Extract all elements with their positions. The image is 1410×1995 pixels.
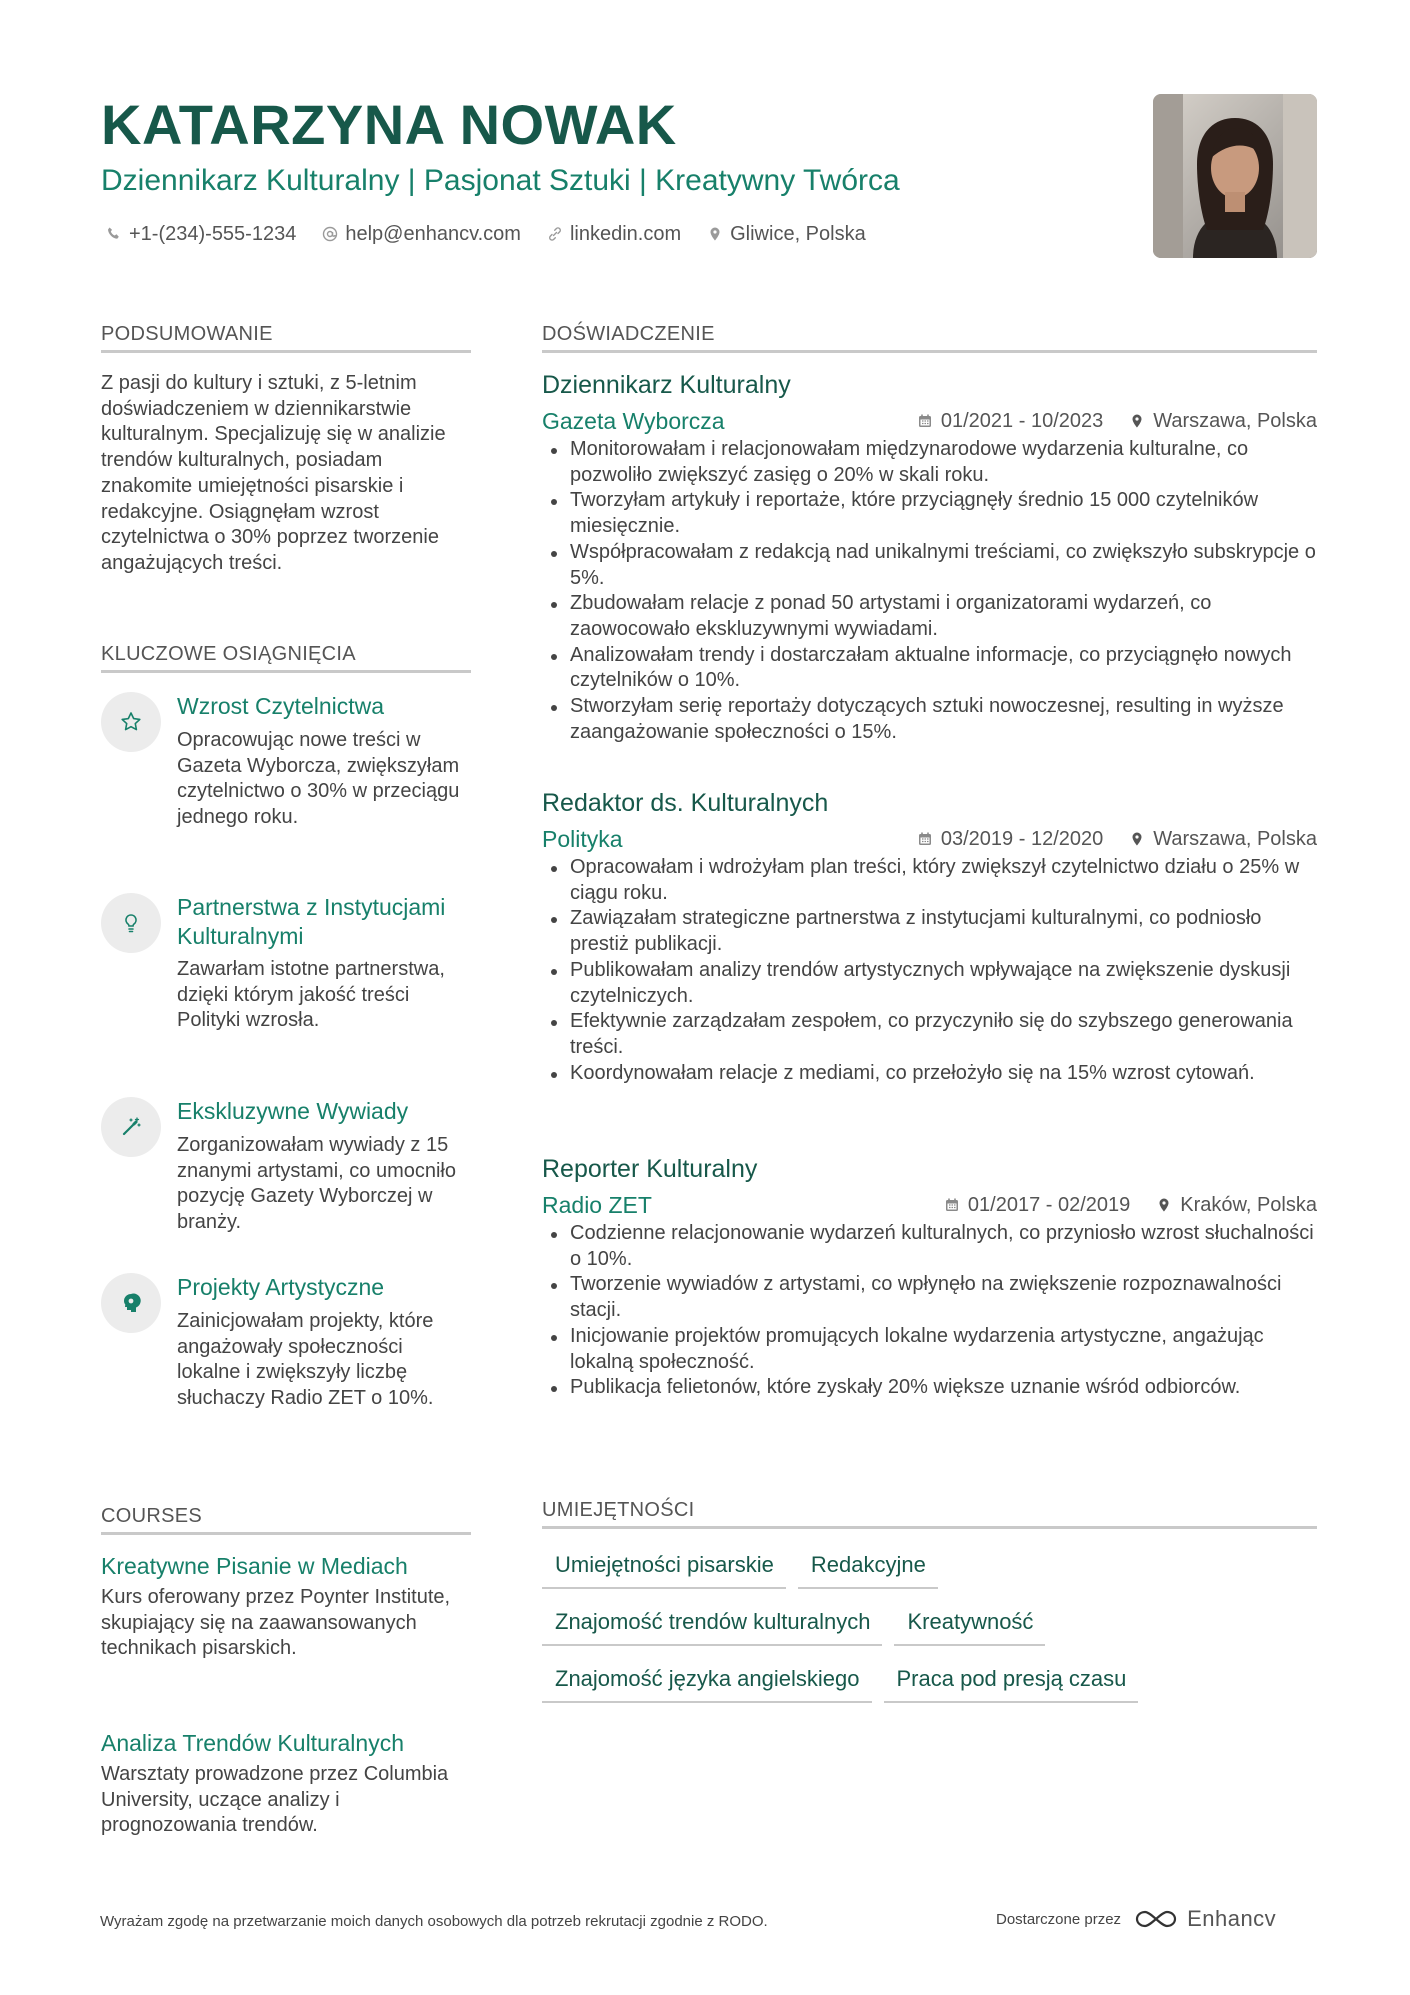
job-company: Radio ZET <box>542 1192 652 1218</box>
achievement-item <box>101 692 471 872</box>
achievement-desc: Zainicjowałam projekty, które angażowały społeczności lokalne i zwiększyły liczbę słuchaczy Radio ZET o 10%. <box>177 1310 434 1410</box>
job-location: Kraków, Polska <box>1180 1194 1317 1216</box>
achievement-title: Projekty Artystyczne <box>177 1274 385 1300</box>
job-bullet: Publikowałam analizy trendów artystycznych wpływające na zwiększenie dyskusji czytelniczych. <box>542 958 1317 1009</box>
job-location: Warszawa, Polska <box>1153 410 1317 432</box>
achievement-item <box>101 893 471 1073</box>
achievements-section-title: KLUCZOWE OSIĄGNIĘCIA <box>101 642 471 673</box>
skill-tag: Redakcyjne <box>798 1550 938 1589</box>
candidate-name: KATARZYNA NOWAK <box>101 93 677 156</box>
contact-email[interactable] <box>322 223 521 246</box>
job-dates: 03/2019 - 12/2020 <box>940 828 1104 850</box>
candidate-headline: Dziennikarz Kulturalny | Pasjonat Sztuki | Kreatywny Twórca <box>101 164 900 197</box>
job-bullet: Tworzenie wywiadów z artystami, co wpłynęło na zwiększenie rozpoznawalności stacji. <box>542 1272 1317 1323</box>
location-pin-icon <box>1129 831 1145 847</box>
location-pin-icon <box>1129 413 1145 429</box>
summary-text: Z pasji do kultury i sztuki, z 5-letnim doświadczeniem w dziennikarstwie kulturalnym. Specjalizuję się w analizie trendów kulturalnych, posiadam znakomite umiejętności pisarskie i redakcyjne. Osiągnęłam wzrost czytelnictwa o 30% poprzez tworzenie angażujących treści. <box>101 372 446 574</box>
skill-tag: Znajomość języka angielskiego <box>542 1664 872 1703</box>
achievement-desc: Zorganizowałam wywiady z 15 znanymi artystami, co umocniło pozycję Gazety Wyborczej w branży. <box>177 1134 456 1234</box>
job-bullets <box>542 855 1317 1086</box>
job-company: Polityka <box>542 826 623 852</box>
job-bullets <box>542 1221 1317 1401</box>
courses-section-title: COURSES <box>101 1504 471 1535</box>
magic-wand-icon-badge <box>101 1097 161 1157</box>
brand-logo[interactable] <box>1133 1906 1276 1932</box>
job-bullet: Stworzyłam serię reportaży dotyczących sztuki nowoczesnej, resulting in wyższe zaangażowanie społeczności o 15%. <box>542 694 1317 745</box>
job-dates: 01/2021 - 10/2023 <box>940 410 1104 432</box>
job-bullet: Zbudowałam relacje z ponad 50 artystami i organizatorami wydarzeń, co zaowocowało ekskluzywnymi wywiadami. <box>542 591 1317 642</box>
skill-tag: Umiejętności pisarskie <box>542 1550 786 1589</box>
course-item <box>101 1729 471 1839</box>
infinity-logo-icon <box>1133 1907 1179 1931</box>
job-bullets <box>542 437 1317 745</box>
job-bullet: Inicjowanie projektów promujących lokalne wydarzenia artystyczne, angażując lokalną społeczność. <box>542 1324 1317 1375</box>
phone-text: +1-(234)-555-1234 <box>129 222 297 245</box>
course-title: Analiza Trendów Kulturalnych <box>101 1730 404 1756</box>
job-bullet: Publikacja felietonów, które zyskały 20% większe uznanie wśród odbiorców. <box>542 1375 1317 1401</box>
course-item <box>101 1552 471 1662</box>
calendar-icon <box>944 1197 960 1213</box>
course-desc: Kurs oferowany przez Poynter Institute, skupiający się na zaawansowanych technikach pisarskich. <box>101 1586 451 1660</box>
experience-section-title: DOŚWIADCZENIE <box>542 322 1317 353</box>
skill-tag: Kreatywność <box>894 1607 1045 1646</box>
job-bullet: Codzienne relacjonowanie wydarzeń kulturalnych, co przyniosło wzrost słuchalności o 10%. <box>542 1221 1317 1272</box>
skill-tag: Praca pod presją czasu <box>884 1664 1139 1703</box>
achievement-title: Wzrost Czytelnictwa <box>177 693 385 719</box>
brand-name: Enhancv <box>1187 1906 1277 1931</box>
linkedin-text: linkedin.com <box>569 222 682 245</box>
lightbulb-icon <box>119 911 143 935</box>
contact-location <box>707 223 866 246</box>
phone-icon <box>106 226 122 242</box>
powered-by <box>996 1906 1276 1932</box>
link-icon <box>547 226 563 242</box>
job-entry <box>542 787 1317 1086</box>
profile-photo <box>1153 94 1317 258</box>
summary-section-title: PODSUMOWANIE <box>101 322 471 353</box>
location-text: Gliwice, Polska <box>730 222 866 245</box>
job-title: Redaktor ds. Kulturalnych <box>542 789 829 817</box>
achievement-desc: Zawarłam istotne partnerstwa, dzięki którym jakość treści Polityki wzrosła. <box>177 958 445 1032</box>
achievement-title: Ekskluzywne Wywiady <box>177 1098 409 1124</box>
course-desc: Warsztaty prowadzone przez Columbia University, uczące analizy i prognozowania trendów. <box>101 1763 449 1837</box>
job-bullet: Analizowałam trendy i dostarczałam aktualne informacje, co przyciągnęło nowych czytelników o 10%. <box>542 643 1317 694</box>
job-company: Gazeta Wyborcza <box>542 408 725 434</box>
magic-wand-icon <box>119 1115 143 1139</box>
calendar-icon <box>917 413 933 429</box>
star-icon-badge <box>101 692 161 752</box>
job-bullet: Efektywnie zarządzałam zespołem, co przyczyniło się do szybszego generowania treści. <box>542 1009 1317 1060</box>
calendar-icon <box>917 831 933 847</box>
job-entry <box>542 1153 1317 1401</box>
course-title: Kreatywne Pisanie w Mediach <box>101 1553 408 1579</box>
job-title: Reporter Kulturalny <box>542 1155 758 1183</box>
job-dates: 01/2017 - 02/2019 <box>967 1194 1131 1216</box>
contact-bar <box>106 219 866 249</box>
achievement-item <box>101 1097 471 1257</box>
job-title: Dziennikarz Kulturalny <box>542 371 791 399</box>
head-gear-icon-badge <box>101 1273 161 1333</box>
job-bullet: Monitorowałam i relacjonowałam międzynarodowe wydarzenia kulturalne, co pozwoliło zwiększyć zasięg o 20% w skali roku. <box>542 437 1317 488</box>
job-bullet: Zawiązałam strategiczne partnerstwa z instytucjami kulturalnymi, co podniosło prestiż publikacji. <box>542 906 1317 957</box>
job-location: Warszawa, Polska <box>1153 828 1317 850</box>
job-bullet: Koordynowałam relacje z mediami, co przełożyło się na 15% wzrost cytowań. <box>542 1061 1317 1087</box>
skills-section-title: UMIEJĘTNOŚCI <box>542 1498 1317 1529</box>
gdpr-consent: Wyrażam zgodę na przetwarzanie moich danych osobowych dla potrzeb rekrutacji zgodnie z RODO. <box>100 1913 768 1930</box>
contact-phone[interactable] <box>106 223 296 246</box>
powered-by-label: Dostarczone przez <box>996 1910 1122 1928</box>
skill-tag: Znajomość trendów kulturalnych <box>542 1607 882 1646</box>
achievement-item <box>101 1273 471 1453</box>
head-gear-icon <box>119 1291 143 1315</box>
location-pin-icon <box>707 226 723 242</box>
skills-list <box>542 1550 1317 1721</box>
location-pin-icon <box>1156 1197 1172 1213</box>
achievement-desc: Opracowując nowe treści w Gazeta Wyborcza, zwiększyłam czytelnictwo o 30% w przeciągu jednego roku. <box>177 729 460 829</box>
job-bullet: Opracowałam i wdrożyłam plan treści, który zwiększył czytelnictwo działu o 25% w ciągu roku. <box>542 855 1317 906</box>
job-bullet: Tworzyłam artykuły i reportaże, które przyciągnęły średnio 15 000 czytelników miesięcznie. <box>542 488 1317 539</box>
contact-linkedin[interactable] <box>547 223 681 246</box>
star-icon <box>119 710 143 734</box>
email-text: help@enhancv.com <box>345 222 521 245</box>
lightbulb-icon-badge <box>101 893 161 953</box>
at-icon <box>322 226 338 242</box>
achievement-title: Partnerstwa z Instytucjami Kulturalnymi <box>177 894 446 949</box>
job-entry <box>542 369 1317 745</box>
job-bullet: Współpracowałam z redakcją nad unikalnymi treściami, co zwiększyło subskrypcje o 5%. <box>542 540 1317 591</box>
